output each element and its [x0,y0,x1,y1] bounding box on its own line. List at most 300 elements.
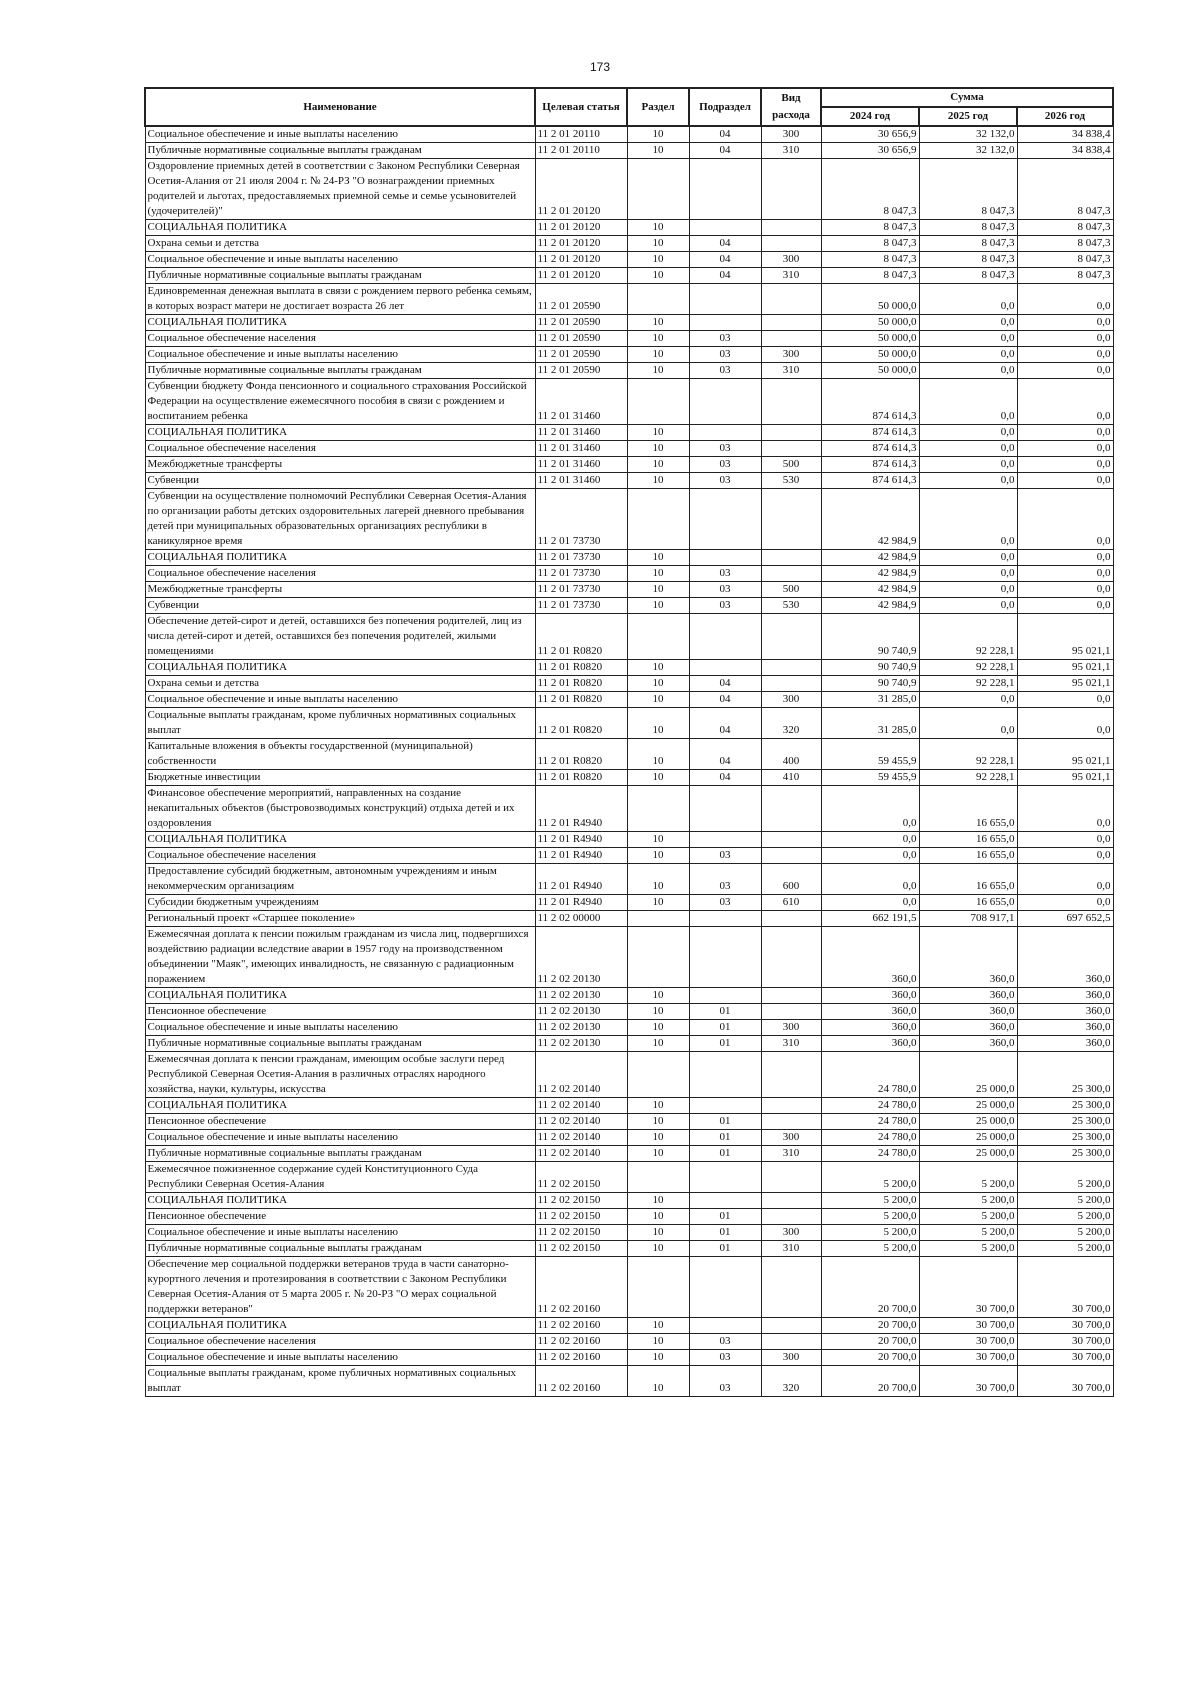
row-subsection [689,550,761,566]
row-target-code: 11 2 01 R4940 [535,895,627,911]
row-expense-type [761,1052,821,1098]
row-sum-2024: 5 200,0 [821,1193,919,1209]
row-expense-type: 320 [761,708,821,739]
row-target-code: 11 2 02 20130 [535,1020,627,1036]
row-name: Социальное обеспечение и иные выплаты населению [145,1130,535,1146]
row-target-code: 11 2 02 20160 [535,1318,627,1334]
table-row [145,159,1113,220]
row-sum-2026: 5 200,0 [1017,1193,1113,1209]
row-expense-type: 530 [761,473,821,489]
row-target-code: 11 2 01 31460 [535,441,627,457]
row-name: Социальное обеспечение и иные выплаты населению [145,1225,535,1241]
row-subsection: 01 [689,1209,761,1225]
row-name: Социальное обеспечение населения [145,566,535,582]
row-subsection [689,425,761,441]
row-expense-type: 310 [761,268,821,284]
row-subsection: 03 [689,1366,761,1397]
row-subsection: 03 [689,363,761,379]
row-subsection: 04 [689,692,761,708]
row-sum-2026: 95 021,1 [1017,614,1113,660]
table-row [145,848,1113,864]
row-sum-2025: 25 000,0 [919,1130,1017,1146]
row-sum-2025: 5 200,0 [919,1193,1017,1209]
row-name: Публичные нормативные социальные выплаты гражданам [145,363,535,379]
row-sum-2024: 5 200,0 [821,1241,919,1257]
row-section: 10 [627,598,689,614]
row-name: СОЦИАЛЬНАЯ ПОЛИТИКА [145,1193,535,1209]
row-subsection: 03 [689,895,761,911]
row-sum-2025: 8 047,3 [919,268,1017,284]
row-subsection: 03 [689,1334,761,1350]
row-expense-type [761,331,821,347]
table-row [145,379,1113,425]
row-section: 10 [627,1130,689,1146]
row-subsection [689,1257,761,1318]
row-sum-2025: 30 700,0 [919,1318,1017,1334]
row-sum-2025: 8 047,3 [919,220,1017,236]
row-section [627,911,689,927]
row-expense-type [761,489,821,550]
row-expense-type [761,550,821,566]
row-sum-2025: 0,0 [919,425,1017,441]
row-sum-2025: 25 000,0 [919,1098,1017,1114]
row-section: 10 [627,347,689,363]
table-row [145,143,1113,159]
row-sum-2024: 24 780,0 [821,1146,919,1162]
row-name: Публичные нормативные социальные выплаты гражданам [145,143,535,159]
row-sum-2025: 30 700,0 [919,1334,1017,1350]
table-row [145,1162,1113,1193]
row-section: 10 [627,315,689,331]
row-sum-2025: 16 655,0 [919,786,1017,832]
row-expense-type [761,566,821,582]
row-sum-2025: 0,0 [919,708,1017,739]
row-target-code: 11 2 01 20120 [535,252,627,268]
row-subsection [689,911,761,927]
row-sum-2025: 25 000,0 [919,1052,1017,1098]
row-expense-type: 530 [761,598,821,614]
row-sum-2024: 874 614,3 [821,441,919,457]
table-row [145,614,1113,660]
row-sum-2026: 0,0 [1017,347,1113,363]
row-sum-2024: 360,0 [821,1020,919,1036]
row-sum-2026: 30 700,0 [1017,1366,1113,1397]
row-name: СОЦИАЛЬНАЯ ПОЛИТИКА [145,550,535,566]
table-row [145,927,1113,988]
row-sum-2026: 8 047,3 [1017,268,1113,284]
table-row [145,660,1113,676]
row-section: 10 [627,676,689,692]
row-subsection [689,1318,761,1334]
row-name: Публичные нормативные социальные выплаты гражданам [145,1036,535,1052]
row-sum-2026: 360,0 [1017,1004,1113,1020]
row-name: Обеспечение мер социальной поддержки ветеранов труда в части санаторно-курортного лечения и протезирования в соответствии с Законом Республики Северная Осетия-Алания от 5 марта 2005 г. № 20-РЗ "О мерах социальной поддержки ветеранов" [145,1257,535,1318]
row-sum-2026: 95 021,1 [1017,676,1113,692]
table-row [145,598,1113,614]
row-sum-2025: 92 228,1 [919,770,1017,786]
row-sum-2024: 24 780,0 [821,1114,919,1130]
row-sum-2024: 24 780,0 [821,1130,919,1146]
row-name: Социальные выплаты гражданам, кроме публичных нормативных социальных выплат [145,1366,535,1397]
row-expense-type [761,425,821,441]
table-row [145,315,1113,331]
row-sum-2026: 0,0 [1017,832,1113,848]
row-expense-type [761,1193,821,1209]
row-section: 10 [627,473,689,489]
row-subsection [689,159,761,220]
row-section [627,1162,689,1193]
page-number: 173 [589,60,611,74]
row-section: 10 [627,425,689,441]
row-section: 10 [627,441,689,457]
row-target-code: 11 2 01 R0820 [535,770,627,786]
table-row [145,550,1113,566]
row-sum-2026: 0,0 [1017,598,1113,614]
row-subsection: 03 [689,1350,761,1366]
row-expense-type [761,614,821,660]
row-expense-type: 400 [761,739,821,770]
row-target-code: 11 2 02 20140 [535,1130,627,1146]
row-sum-2024: 24 780,0 [821,1098,919,1114]
row-sum-2024: 360,0 [821,1004,919,1020]
row-sum-2024: 90 740,9 [821,614,919,660]
row-sum-2024: 874 614,3 [821,457,919,473]
row-target-code: 11 2 01 R4940 [535,786,627,832]
row-subsection: 04 [689,708,761,739]
row-target-code: 11 2 01 20120 [535,159,627,220]
row-target-code: 11 2 02 20150 [535,1209,627,1225]
row-target-code: 11 2 02 00000 [535,911,627,927]
row-sum-2026: 95 021,1 [1017,739,1113,770]
row-sum-2025: 5 200,0 [919,1241,1017,1257]
row-subsection [689,832,761,848]
row-target-code: 11 2 01 20590 [535,284,627,315]
row-expense-type [761,786,821,832]
row-name: Социальное обеспечение и иные выплаты населению [145,1020,535,1036]
row-expense-type: 600 [761,864,821,895]
row-expense-type: 300 [761,1130,821,1146]
row-target-code: 11 2 01 R4940 [535,832,627,848]
row-sum-2024: 0,0 [821,864,919,895]
row-expense-type [761,441,821,457]
row-section: 10 [627,236,689,252]
row-section: 10 [627,331,689,347]
row-sum-2025: 92 228,1 [919,614,1017,660]
row-subsection: 01 [689,1130,761,1146]
row-sum-2026: 0,0 [1017,566,1113,582]
header-year-2024: 2024 год [821,107,919,126]
row-sum-2025: 0,0 [919,473,1017,489]
table-row [145,1114,1113,1130]
row-target-code: 11 2 01 20120 [535,236,627,252]
table-row [145,1334,1113,1350]
table-row [145,347,1113,363]
row-expense-type: 300 [761,347,821,363]
row-sum-2024: 8 047,3 [821,252,919,268]
row-section: 10 [627,550,689,566]
row-sum-2024: 90 740,9 [821,660,919,676]
row-subsection: 04 [689,126,761,143]
row-subsection: 03 [689,582,761,598]
row-target-code: 11 2 01 20120 [535,268,627,284]
row-name: Ежемесячное пожизненное содержание судей Конституционного Суда Республики Северная Осетия-Алания [145,1162,535,1193]
row-sum-2025: 0,0 [919,315,1017,331]
row-sum-2026: 5 200,0 [1017,1209,1113,1225]
header-year-2025: 2025 год [919,107,1017,126]
row-name: Социальные выплаты гражданам, кроме публичных нормативных социальных выплат [145,708,535,739]
table-row [145,220,1113,236]
row-sum-2024: 5 200,0 [821,1209,919,1225]
row-subsection: 03 [689,864,761,895]
row-target-code: 11 2 01 73730 [535,566,627,582]
table-row [145,457,1113,473]
table-row [145,895,1113,911]
row-name: Социальное обеспечение и иные выплаты населению [145,126,535,143]
row-sum-2025: 360,0 [919,927,1017,988]
row-section: 10 [627,1193,689,1209]
row-section: 10 [627,1334,689,1350]
row-name: Пенсионное обеспечение [145,1209,535,1225]
row-sum-2026: 8 047,3 [1017,220,1113,236]
row-sum-2026: 0,0 [1017,692,1113,708]
row-name: Оздоровление приемных детей в соответствии с Законом Республики Северная Осетия-Алания от 21 июля 2004 г. № 24-РЗ "О вознаграждении приемных родителей и льготах, предоставляемых приемной семье и семье усыновителей (удочерителей)" [145,159,535,220]
row-name: Обеспечение детей-сирот и детей, оставшихся без попечения родителей, лиц из числа детей-сирот и детей, оставшихся без попечения родителей, жилыми помещениями [145,614,535,660]
table-row [145,988,1113,1004]
table-row [145,1225,1113,1241]
table-row [145,489,1113,550]
row-target-code: 11 2 01 31460 [535,457,627,473]
row-sum-2025: 0,0 [919,331,1017,347]
table-row [145,786,1113,832]
row-subsection [689,614,761,660]
row-sum-2025: 92 228,1 [919,739,1017,770]
row-sum-2025: 16 655,0 [919,895,1017,911]
row-target-code: 11 2 02 20150 [535,1193,627,1209]
row-subsection: 04 [689,236,761,252]
row-sum-2026: 30 700,0 [1017,1257,1113,1318]
row-sum-2025: 0,0 [919,489,1017,550]
row-sum-2026: 25 300,0 [1017,1052,1113,1098]
row-section: 10 [627,1318,689,1334]
row-subsection [689,220,761,236]
row-section: 10 [627,988,689,1004]
row-sum-2026: 360,0 [1017,1036,1113,1052]
row-sum-2026: 25 300,0 [1017,1146,1113,1162]
row-sum-2024: 5 200,0 [821,1225,919,1241]
row-target-code: 11 2 02 20160 [535,1366,627,1397]
row-sum-2024: 50 000,0 [821,347,919,363]
row-name: СОЦИАЛЬНАЯ ПОЛИТИКА [145,832,535,848]
row-name: Финансовое обеспечение мероприятий, направленных на создание некапитальных объектов (быстровозводимых конструкций) отдыха детей и их оздоровления [145,786,535,832]
row-name: Субвенции [145,598,535,614]
row-target-code: 11 2 02 20130 [535,927,627,988]
row-target-code: 11 2 01 R0820 [535,708,627,739]
row-sum-2024: 20 700,0 [821,1257,919,1318]
table-row [145,1257,1113,1318]
row-target-code: 11 2 01 31460 [535,425,627,441]
row-sum-2025: 30 700,0 [919,1366,1017,1397]
row-target-code: 11 2 01 20110 [535,143,627,159]
row-subsection: 01 [689,1020,761,1036]
table-row [145,331,1113,347]
row-subsection [689,1193,761,1209]
row-sum-2026: 25 300,0 [1017,1114,1113,1130]
row-section [627,614,689,660]
row-subsection: 03 [689,473,761,489]
row-sum-2024: 8 047,3 [821,236,919,252]
row-sum-2024: 42 984,9 [821,489,919,550]
row-sum-2025: 360,0 [919,1004,1017,1020]
table-row [145,1241,1113,1257]
row-expense-type: 300 [761,252,821,268]
row-section [627,489,689,550]
header-subsection: Подраздел [689,88,761,126]
row-sum-2025: 0,0 [919,582,1017,598]
row-sum-2025: 0,0 [919,692,1017,708]
table-row [145,425,1113,441]
row-subsection: 03 [689,331,761,347]
row-section: 10 [627,1098,689,1114]
row-name: СОЦИАЛЬНАЯ ПОЛИТИКА [145,1098,535,1114]
table-row [145,692,1113,708]
row-sum-2024: 360,0 [821,988,919,1004]
row-sum-2025: 8 047,3 [919,236,1017,252]
row-subsection [689,1098,761,1114]
row-subsection: 04 [689,739,761,770]
row-sum-2026: 0,0 [1017,457,1113,473]
row-sum-2024: 360,0 [821,1036,919,1052]
row-subsection: 03 [689,441,761,457]
table-row [145,126,1113,143]
row-sum-2026: 0,0 [1017,708,1113,739]
row-expense-type [761,832,821,848]
row-sum-2026: 0,0 [1017,331,1113,347]
row-target-code: 11 2 01 73730 [535,598,627,614]
row-section: 10 [627,739,689,770]
budget-table [144,87,1114,1397]
row-subsection: 04 [689,676,761,692]
table-row [145,770,1113,786]
row-section [627,284,689,315]
row-sum-2025: 0,0 [919,598,1017,614]
row-sum-2024: 30 656,9 [821,143,919,159]
table-row [145,1004,1113,1020]
row-subsection: 01 [689,1036,761,1052]
row-sum-2024: 50 000,0 [821,363,919,379]
row-name: Публичные нормативные социальные выплаты гражданам [145,1241,535,1257]
row-expense-type [761,660,821,676]
table-row [145,1209,1113,1225]
row-sum-2025: 5 200,0 [919,1225,1017,1241]
row-target-code: 11 2 02 20140 [535,1114,627,1130]
row-sum-2026: 30 700,0 [1017,1350,1113,1366]
header-expense-type: Вид расхода [761,88,821,126]
row-sum-2026: 360,0 [1017,988,1113,1004]
row-name: Межбюджетные трансферты [145,582,535,598]
row-sum-2024: 31 285,0 [821,692,919,708]
row-target-code: 11 2 02 20150 [535,1225,627,1241]
row-target-code: 11 2 02 20160 [535,1334,627,1350]
table-row [145,236,1113,252]
row-subsection: 01 [689,1114,761,1130]
row-sum-2024: 8 047,3 [821,220,919,236]
header-section: Раздел [627,88,689,126]
row-expense-type: 320 [761,1366,821,1397]
row-section: 10 [627,1241,689,1257]
row-target-code: 11 2 02 20160 [535,1350,627,1366]
row-name: Субсидии бюджетным учреждениям [145,895,535,911]
row-sum-2025: 0,0 [919,347,1017,363]
row-target-code: 11 2 01 R0820 [535,739,627,770]
row-name: СОЦИАЛЬНАЯ ПОЛИТИКА [145,220,535,236]
row-sum-2024: 20 700,0 [821,1318,919,1334]
row-sum-2024: 50 000,0 [821,331,919,347]
row-sum-2026: 0,0 [1017,315,1113,331]
row-target-code: 11 2 01 20110 [535,126,627,143]
row-sum-2026: 0,0 [1017,786,1113,832]
row-name: Охрана семьи и детства [145,676,535,692]
row-sum-2026: 0,0 [1017,379,1113,425]
table-row [145,1098,1113,1114]
row-section: 10 [627,1036,689,1052]
row-sum-2024: 0,0 [821,895,919,911]
row-target-code: 11 2 02 20130 [535,1004,627,1020]
row-sum-2026: 0,0 [1017,895,1113,911]
row-sum-2025: 25 000,0 [919,1114,1017,1130]
row-target-code: 11 2 01 R4940 [535,864,627,895]
row-name: Единовременная денежная выплата в связи с рождением первого ребенка семьям, в которых возраст матери не достигает возраста 26 лет [145,284,535,315]
row-name: Пенсионное обеспечение [145,1114,535,1130]
row-sum-2026: 30 700,0 [1017,1334,1113,1350]
row-name: Социальное обеспечение населения [145,441,535,457]
row-sum-2025: 8 047,3 [919,252,1017,268]
table-row [145,441,1113,457]
row-section: 10 [627,692,689,708]
row-sum-2026: 5 200,0 [1017,1241,1113,1257]
row-sum-2025: 5 200,0 [919,1162,1017,1193]
row-expense-type [761,284,821,315]
row-name: Субвенции бюджету Фонда пенсионного и социального страхования Российской Федерации на осуществление ежемесячного пособия в связи с рождением и воспитанием ребенка [145,379,535,425]
row-expense-type: 310 [761,1036,821,1052]
row-target-code: 11 2 01 R0820 [535,692,627,708]
row-expense-type: 500 [761,582,821,598]
row-sum-2024: 42 984,9 [821,566,919,582]
row-subsection [689,315,761,331]
row-expense-type [761,236,821,252]
row-expense-type: 500 [761,457,821,473]
row-expense-type [761,379,821,425]
row-sum-2025: 0,0 [919,457,1017,473]
row-sum-2025: 360,0 [919,988,1017,1004]
row-expense-type [761,1162,821,1193]
row-expense-type [761,1209,821,1225]
row-subsection [689,1162,761,1193]
row-name: Социальное обеспечение и иные выплаты населению [145,1350,535,1366]
row-section: 10 [627,770,689,786]
row-section: 10 [627,363,689,379]
row-target-code: 11 2 02 20150 [535,1162,627,1193]
row-section: 10 [627,566,689,582]
row-sum-2024: 360,0 [821,927,919,988]
row-sum-2024: 31 285,0 [821,708,919,739]
row-subsection [689,927,761,988]
row-section [627,1257,689,1318]
row-subsection: 04 [689,252,761,268]
row-sum-2024: 50 000,0 [821,284,919,315]
row-name: Межбюджетные трансферты [145,457,535,473]
row-name: Социальное обеспечение и иные выплаты населению [145,252,535,268]
row-expense-type: 410 [761,770,821,786]
